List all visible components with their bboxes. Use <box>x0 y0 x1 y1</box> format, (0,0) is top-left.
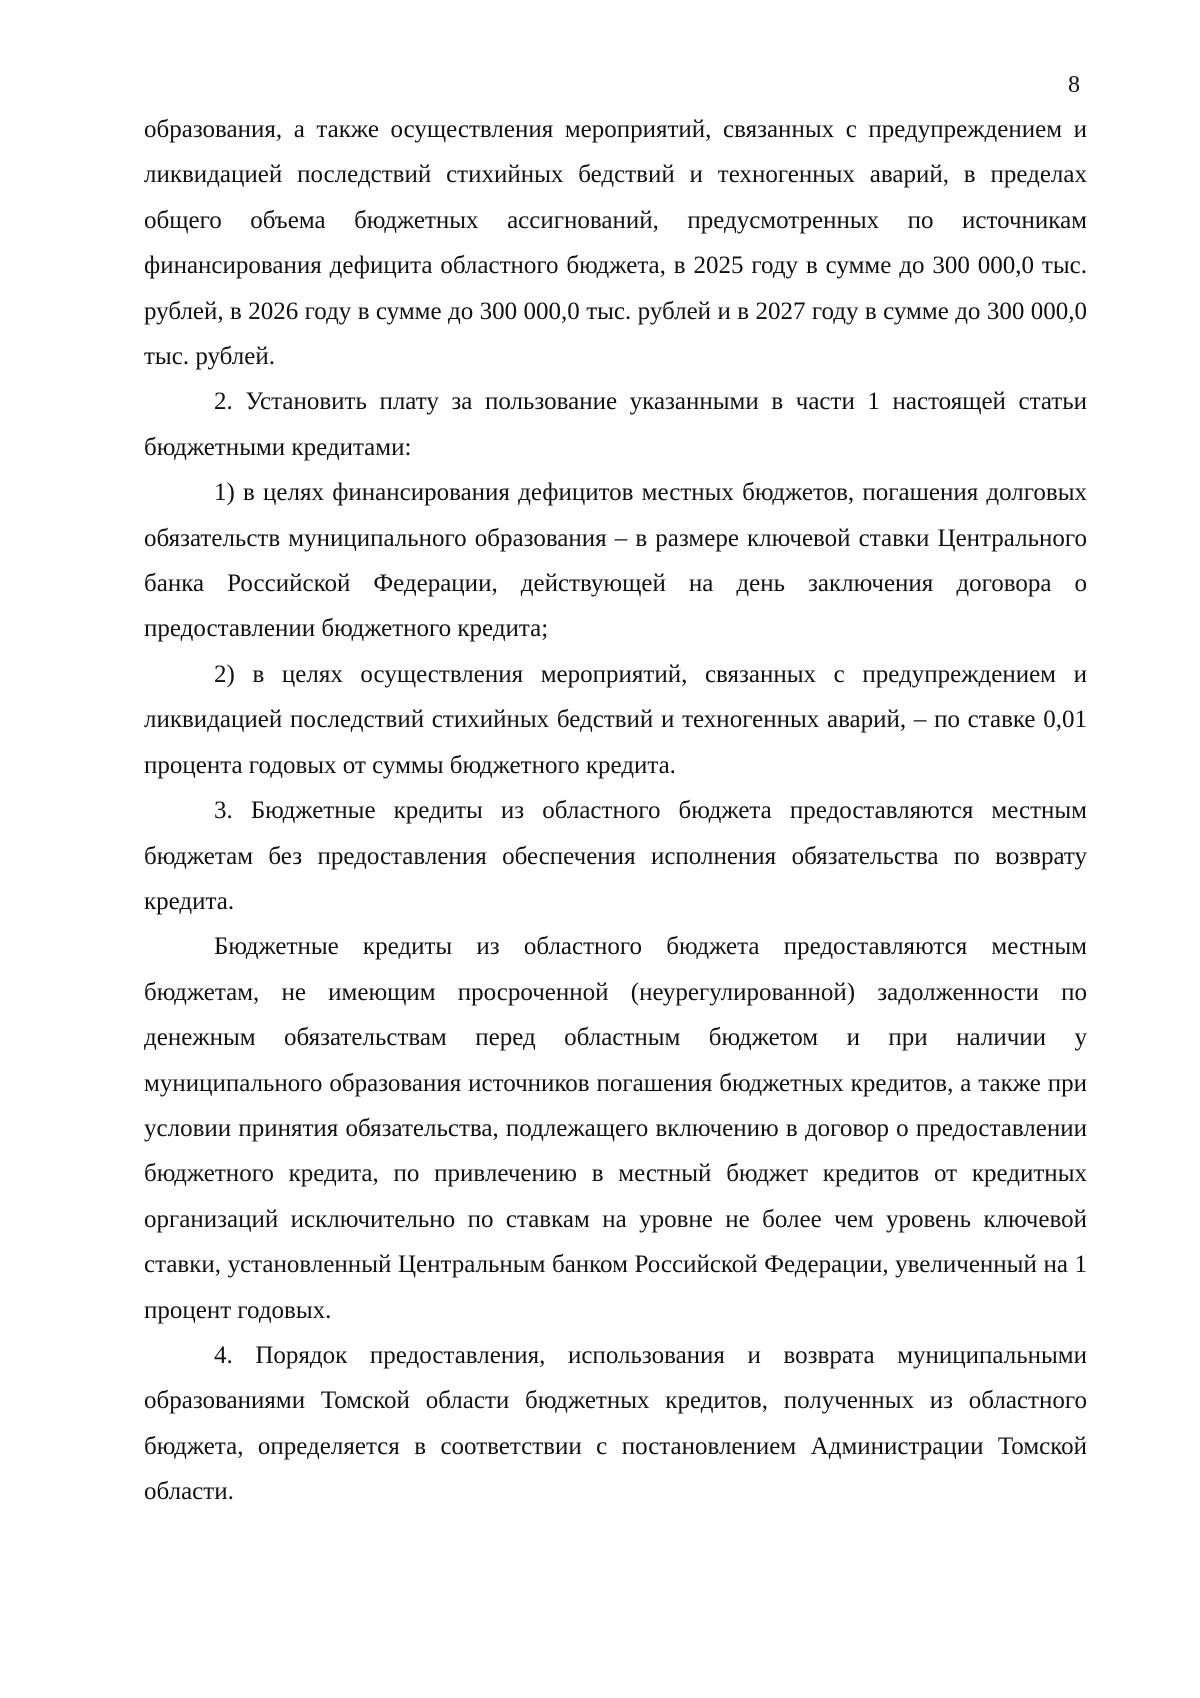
paragraph-continuation: образования, а также осуществления мероприятий, связанных с предупреждением и ликвидацией последствий стихийных бедствий и техногенных аварий, в пределах общего объема бюджетных ассигнований, предусмотренных по источникам финансирования дефицита областного бюджета, в 2025 году в сумме до 300 000,0 тыс. рублей, в 2026 году в сумме до 300 000,0 тыс. рублей и в 2027 году в сумме до 300 000,0 тыс. рублей. <box>144 116 1087 371</box>
page-number: 8 <box>1068 72 1080 98</box>
paragraph-clause-2: 2. Установить плату за пользование указанными в части 1 настоящей статьи бюджетными кредитами: <box>144 388 1087 461</box>
paragraph-subclause-2: 2) в целях осуществления мероприятий, связанных с предупреждением и ликвидацией последствий стихийных бедствий и техногенных аварий, – по ставке 0,01 процента годовых от суммы бюджетного кредита. <box>144 660 1087 779</box>
paragraph-clause-4: 4. Порядок предоставления, использования и возврата муниципальными образованиями Томской области бюджетных кредитов, полученных из областного бюджета, определяется в соответствии с постановлением Администрации Томской области. <box>144 1341 1087 1506</box>
paragraph-subclause-1: 1) в целях финансирования дефицитов местных бюджетов, погашения долговых обязательств муниципального образования – в размере ключевой ставки Центрального банка Российской Федерации, действующей на день заключения договора о предоставлении бюджетного кредита; <box>144 479 1087 643</box>
paragraph-clause-3: 3. Бюджетные кредиты из областного бюджета предоставляются местным бюджетам без предоставления обеспечения исполнения обязательства по возврату кредита. <box>144 797 1087 915</box>
document-body <box>144 107 1087 1515</box>
paragraph-clause-3-conditions: Бюджетные кредиты из областного бюджета предоставляются местным бюджетам, не имеющим просроченной (неурегулированной) задолженности по денежным обязательствам перед областным бюджетом и при наличии у муниципального образования источников погашения бюджетных кредитов, а также при условии принятия обязательства, подлежащего включению в договор о предоставлении бюджетного кредита, по привлечению в местный бюджет кредитов от кредитных организаций исключительно по ставкам на уровне не более чем уровень ключевой ставки, установленный Центральным банком Российской Федерации, увеличенный на 1 процент годовых. <box>144 933 1087 1324</box>
